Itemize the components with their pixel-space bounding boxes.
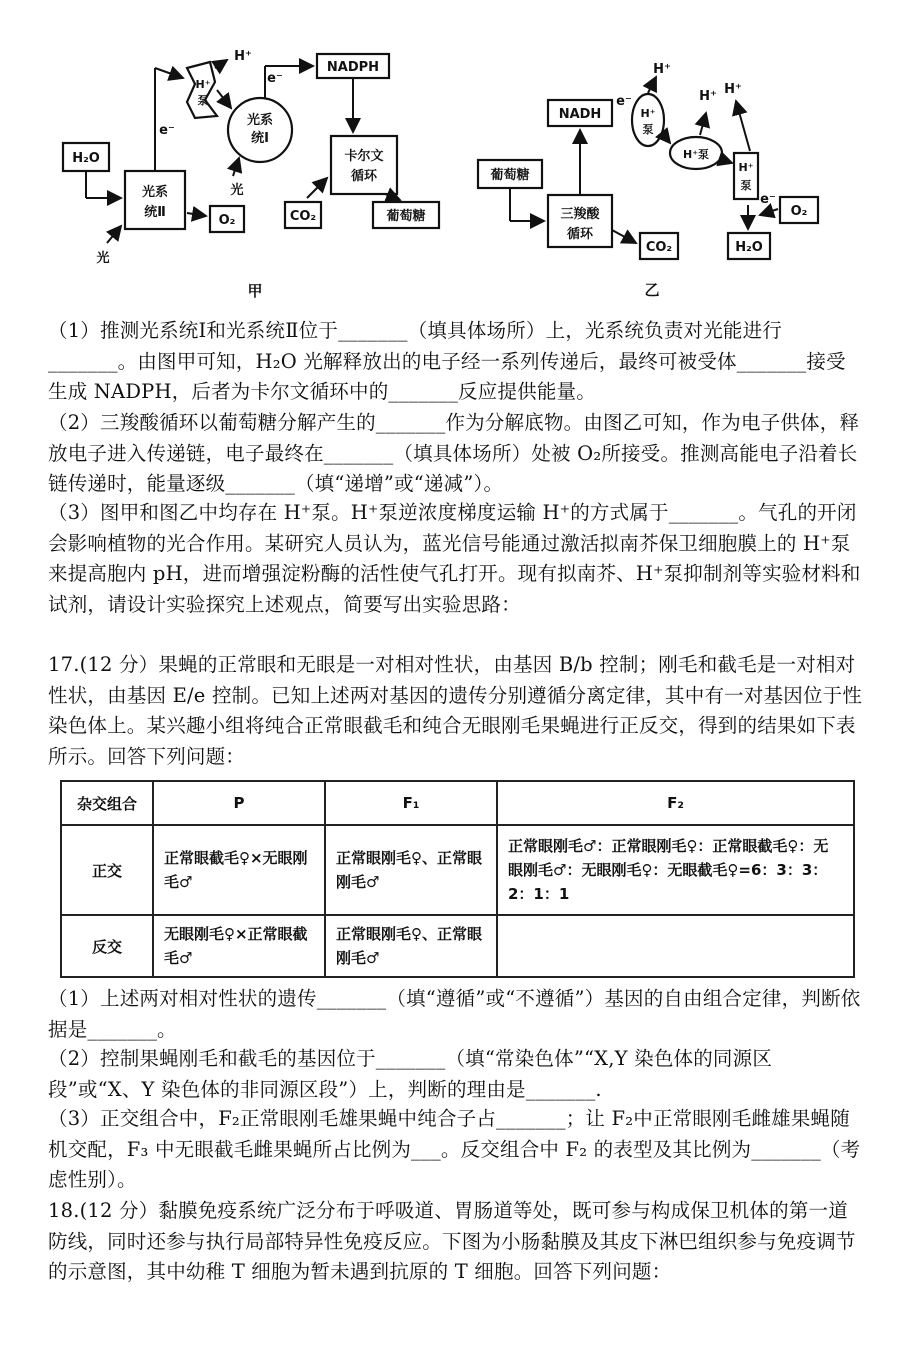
- cross-table-header: F₁: [325, 781, 497, 825]
- jia-ps2-label-2: 统Ⅱ: [144, 205, 166, 220]
- q16-part1: （1）推测光系统Ⅰ和光系统Ⅱ位于_______（填具体场所）上，光系统负责对光能进行_______。由图甲可知，H₂O 光解释放出的电子经一系列传递后，最终可被受体_______接受生成 NADPH，后者为卡尔文循环中的_______反应提供能量。: [48, 319, 846, 403]
- yi-tca-label-2: 循环: [566, 227, 594, 242]
- cross-table-cell-p: 无眼刚毛♀×正常眼截毛♂: [153, 915, 325, 977]
- q16-part3: （3）图甲和图乙中均存在 H⁺泵。H⁺泵逆浓度梯度运输 H⁺的方式属于_______。气孔的开闭会影响植物的光合作用。某研究人员认为，蓝光信号能通过激活拟南芥保卫细胞膜上的 H⁺泵来提高胞内 pH，进而增强淀粉酶的活性使气孔打开。现有拟南芥、H⁺泵抑制剂等实验材料和试剂，请设计实验探究上述观点，简要写出实验思路：: [48, 501, 861, 616]
- yi-caption: 乙: [644, 281, 660, 299]
- q17-intro: 17.(12 分）果蝇的正常眼和无眼是一对相对性状，由基因 B/b 控制；刚毛和截毛是一对相对性状，由基因 E/e 控制。已知上述两对基因的遗传分别遵循分离定律，其中有一对基因位于性染色体上。某兴趣小组将纯合正常眼截毛和纯合无眼刚毛果蝇进行正反交，得到的结果如下表所示。回答下列问题：: [48, 653, 863, 768]
- yi-nadh-label: NADH: [558, 107, 602, 122]
- cross-table-row: [61, 825, 854, 915]
- figure-jia-svg: [55, 38, 426, 308]
- q16-part2: （2）三羧酸循环以葡萄糖分解产生的_______作为分解底物。由图乙可知，作为电子供体，释放电子进入传递链，电子最终在_______（填具体场所）处被 O₂所接受。推测高能电子沿着长链传递时，能量逐级_______（填“递增”或“递减”）。: [48, 411, 860, 495]
- q17-part2: （2）控制果蝇刚毛和截毛的基因位于_______（填“常染色体”“X,Y 染色体的同源区段”或“X、Y 染色体的非同源区段”）上，判断的理由是_______.: [48, 1047, 773, 1101]
- jia-eminus-label-2: e⁻: [267, 71, 283, 86]
- q17-part3: （3）正交组合中，F₂正常眼刚毛雄果蝇中纯合子占_______；让 F₂中正常眼刚毛雌雄果蝇随机交配，F₃ 中无眼截毛雌果蝇所占比例为___。反交组合中 F₂ 的表型及其比例为_______（考虑性别）。: [48, 1107, 861, 1191]
- yi-pump1-label-1: H⁺: [640, 107, 656, 120]
- cross-table-header: F₂: [497, 781, 854, 825]
- figure-jia: [55, 38, 426, 308]
- cross-table-header: P: [153, 781, 325, 825]
- jia-co2-label: CO₂: [289, 209, 317, 224]
- cross-table-row: [61, 915, 854, 977]
- yi-pump3-label-1: H⁺: [738, 161, 754, 174]
- jia-hplus-label: H⁺: [234, 49, 252, 64]
- jia-calvin-box: [331, 136, 397, 194]
- yi-co2-label: CO₂: [645, 240, 673, 255]
- cross-table-row-name: 正交: [61, 825, 153, 915]
- yi-hplus-label-1: H⁺: [653, 62, 671, 77]
- jia-h2o-label: H₂O: [72, 151, 100, 166]
- jia-o2-label: O₂: [218, 213, 236, 228]
- jia-pump-label-2: 泵: [197, 94, 209, 107]
- figure-yi: [470, 55, 850, 305]
- yi-hplus-label-2: H⁺: [699, 89, 717, 104]
- figure-yi-svg: [470, 55, 850, 305]
- cross-table-cell-f2: [497, 915, 854, 977]
- q18-intro: 18.(12 分）黏膜免疫系统广泛分布于呼吸道、胃肠道等处，既可参与构成保卫机体的第一道防线，同时还参与执行局部特异性免疫反应。下图为小肠黏膜及其皮下淋巴组织参与免疫调节的示意图，其中幼稚 T 细胞为暂未遇到抗原的 T 细胞。回答下列问题：: [48, 1199, 856, 1283]
- jia-eminus-label-1: e⁻: [159, 123, 175, 138]
- cross-table-cell-f2: 正常眼刚毛♂：正常眼刚毛♀：正常眼截毛♀：无眼刚毛♂：无眼刚毛♀：无眼截毛♀=6：3：3：2：1：1: [497, 825, 854, 915]
- yi-tca-label-1: 三羧酸: [560, 207, 600, 222]
- yi-pump1-label-2: 泵: [642, 123, 654, 136]
- cross-table-cell-p: 正常眼截毛♀×无眼刚毛♂: [153, 825, 325, 915]
- jia-calvin-label-1: 卡尔文: [344, 149, 384, 164]
- jia-glucose-label: 葡萄糖: [386, 209, 426, 224]
- yi-hplus-label-3: H⁺: [724, 82, 742, 97]
- jia-ps1-circle: [228, 98, 292, 162]
- cross-table-row-name: 反交: [61, 915, 153, 977]
- jia-ps2-box: [125, 171, 185, 229]
- q17-part1: （1）上述两对相对性状的遗传_______（填“遵循”或“不遵循”）基因的自由组合定律，判断依据是_______。: [48, 987, 861, 1041]
- yi-pump3-box: [734, 153, 758, 199]
- jia-light-label-2: 光: [96, 251, 110, 266]
- cross-table-header: 杂交组合: [61, 781, 153, 825]
- yi-pump3-label-2: 泵: [740, 179, 752, 192]
- yi-eminus-label-2: e⁻: [760, 192, 776, 207]
- jia-pump-label-1: H⁺: [195, 78, 211, 91]
- yi-o2-label: O₂: [790, 204, 808, 219]
- cross-table-cell-f1: 正常眼刚毛♀、正常眼刚毛♂: [325, 825, 497, 915]
- jia-ps1-label-2: 统Ⅰ: [251, 131, 269, 146]
- jia-caption: 甲: [247, 282, 263, 300]
- yi-pump1-shape: [632, 94, 664, 146]
- jia-ps1-label-1: 光系: [246, 113, 274, 128]
- jia-light-label-1: 光: [230, 183, 244, 198]
- yi-h2o-label: H₂O: [735, 240, 763, 255]
- cross-table-header-row: [61, 781, 854, 825]
- cross-table-cell-f1: 正常眼刚毛♀、正常眼刚毛♂: [325, 915, 497, 977]
- jia-nadph-label: NADPH: [326, 60, 380, 75]
- yi-glucose-label: 葡萄糖: [490, 168, 530, 183]
- cross-table: [60, 780, 855, 978]
- yi-eminus-label-1: e⁻: [616, 94, 632, 109]
- jia-ps2-label-1: 光系: [141, 185, 169, 200]
- jia-calvin-label-2: 循环: [350, 169, 378, 184]
- yi-pump2-label: H⁺泵: [682, 148, 710, 161]
